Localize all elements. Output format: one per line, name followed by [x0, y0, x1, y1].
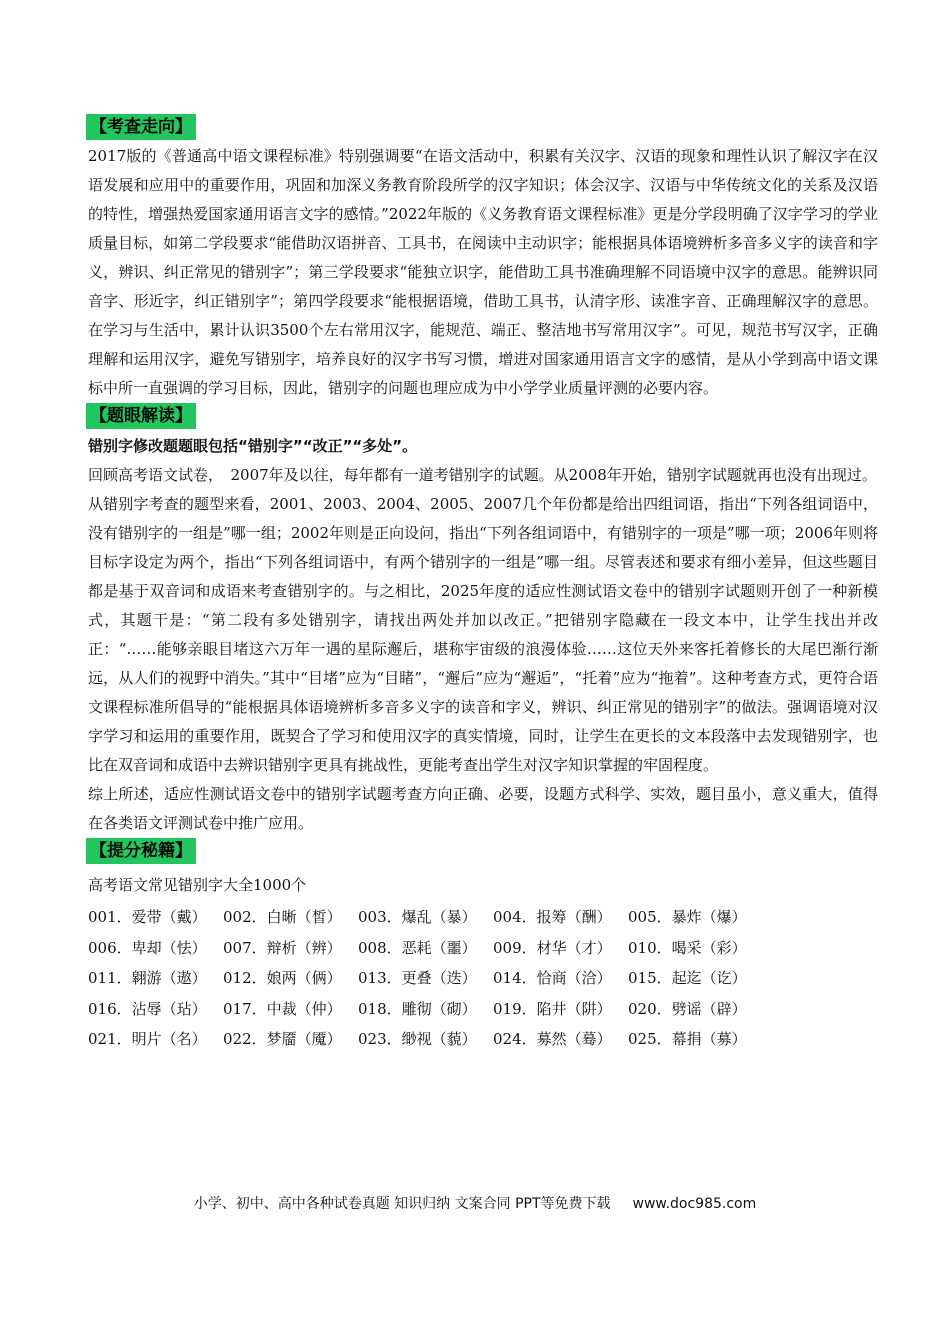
list-item: 019．陷井（阱） [493, 999, 612, 1018]
list-item: 022．梦靥（魇） [223, 1030, 342, 1048]
list-item: 016．沾辱（玷） [88, 999, 207, 1018]
list-item: 021．明片（名） [88, 1030, 207, 1048]
analysis-paragraph-3: 综上所述，适应性测试语文卷中的错别字试题考查方向正确、必要，设题方式科学、实效，题目虽小，意义重大，值得在各类语文评测试卷中推广应用。 [88, 785, 878, 832]
section-heading-question-analysis: 【题眼解读】 [86, 403, 196, 429]
analysis-paragraph-2: 从错别字考查的题型来看，2001、2003、2004、2005、2007几个年份都是给出四组词语，指出“下列各组词语中，没有错别字的一组是”哪一组；2002年则是正向设问，指出“下列各组词语中，有错别字的一项是”哪一项；2006年则将目标字设定为两个，指出“下列各组词语中，有两个错别字的一组是”哪一组。尽管表述和要求有细小差异，但这些题目都是基于双音词和成语来考查错别字的。与之相比，2025年度的适应性测试语文卷中的错别字试题则开创了一种新模式，其题干是：“第二段有多处错别字，请找出两处并加以改正。”把错别字隐藏在一段文本中，让学生找出并改正：“……能够亲眼目堵这六万年一遇的星际邂后，堪称宇宙级的浪漫体验……这位天外来客托着修长的大尾巴渐行渐远，从人们的视野中消失。”其中“目堵”应为“目睹”，“邂后”应为“邂逅”，“托着”应为“拖着”。这种考查方式，更符合语文课程标准所倡导的“能根据具体语境辨析多音多义字的读音和字义，辨识、纠正常见的错别字”的做法。强调语境对汉字学习和运用的重要作用，既契合了学习和使用汉字的真实情境，同时，让学生在更长的文本段落中去发现错别字，也比在双音词和成语中去辨识错别字更具有挑战性，更能考查出学生对汉字知识掌握的牢固程度。 [88, 495, 878, 774]
list-item: 003．爆乱（暴） [358, 908, 477, 926]
list-item: 020．劈谣（辟） [628, 999, 747, 1018]
list-item: 024．募然（蓦） [493, 1030, 612, 1048]
question-keyword-line: 错别字修改题题眼包括“错别字”“改正”“多处”。 [88, 437, 418, 455]
list-item: 011．翱游（遨） [88, 969, 207, 987]
list-item: 012．娘两（俩） [223, 969, 342, 987]
list-item: 018．雕彻（砌） [358, 999, 477, 1018]
list-item: 009．材华（才） [493, 938, 612, 957]
list-item: 025．幕捐（募） [628, 1030, 747, 1048]
list-item: 008．恶耗（噩） [358, 938, 477, 957]
list-item: 002．白晰（皙） [223, 908, 342, 926]
section-heading-exam-direction: 【考查走向】 [86, 114, 196, 140]
list-item: 005．暴炸（爆） [628, 908, 747, 926]
page-footer [0, 1193, 950, 1213]
list-item: 007．辩析（辨） [223, 938, 342, 957]
list-item: 006．卑却（怯） [88, 938, 207, 957]
list-item: 004．报筹（酬） [493, 908, 612, 926]
list-item: 015．起迄（讫） [628, 969, 747, 987]
section-heading-score-tips: 【提分秘籍】 [86, 838, 196, 864]
footer-text: 小学、初中、高中各种试卷真题 知识归纳 文案合同 PPT等免费下载 [193, 1196, 611, 1212]
list-item: 013．更叠（迭） [358, 969, 477, 987]
typo-list-title: 高考语文常见错别字大全1000个 [88, 876, 307, 894]
list-item: 017．中裁（仲） [223, 999, 342, 1018]
list-item: 010．喝采（彩） [628, 938, 747, 957]
analysis-paragraph-1: 回顾高考语文试卷， 2007年及以往，每年都有一道考错别字的试题。从2008年开始，错别字试题就再也没有出现过。 [88, 466, 877, 484]
typo-list [88, 902, 878, 1055]
footer-url[interactable]: www.doc985.com [632, 1196, 757, 1212]
document-body [88, 114, 878, 1055]
list-item: 014．恰商（洽） [493, 969, 612, 987]
exam-direction-paragraph: 2017版的《普通高中语文课程标准》特别强调要“在语文活动中，积累有关汉字、汉语的现象和理性认识了解汉字在汉语发展和应用中的重要作用，巩固和加深义务教育阶段所学的汉字知识；体会汉字、汉语与中华传统文化的关系及汉语的特性，增强热爱国家通用语言文字的感情。”2022年版的《义务教育语文课程标准》更是分学段明确了汉字学习的学业质量目标，如第二学段要求“能借助汉语拼音、工具书，在阅读中主动识字；能根据具体语境辨析多音多义字的读音和字义，辨识、纠正常见的错别字”；第三学段要求“能独立识字，能借助工具书准确理解不同语境中汉字的意思。能辨识同音字、形近字，纠正错别字”；第四学段要求“能根据语境，借助工具书，认清字形、读准字音、正确理解汉字的意思。在学习与生活中，累计认识3500个左右常用汉字，能规范、端正、整洁地书写常用汉字”。可见，规范书写汉字，正确理解和运用汉字，避免写错别字，培养良好的汉字书写习惯，增进对国家通用语言文字的感情，是从小学到高中语文课标中所一直强调的学习目标，因此，错别字的问题也理应成为中小学学业质量评测的必要内容。 [88, 147, 878, 397]
list-item: 023．缈视（藐） [358, 1030, 477, 1048]
list-item: 001．爱带（戴） [88, 908, 207, 926]
